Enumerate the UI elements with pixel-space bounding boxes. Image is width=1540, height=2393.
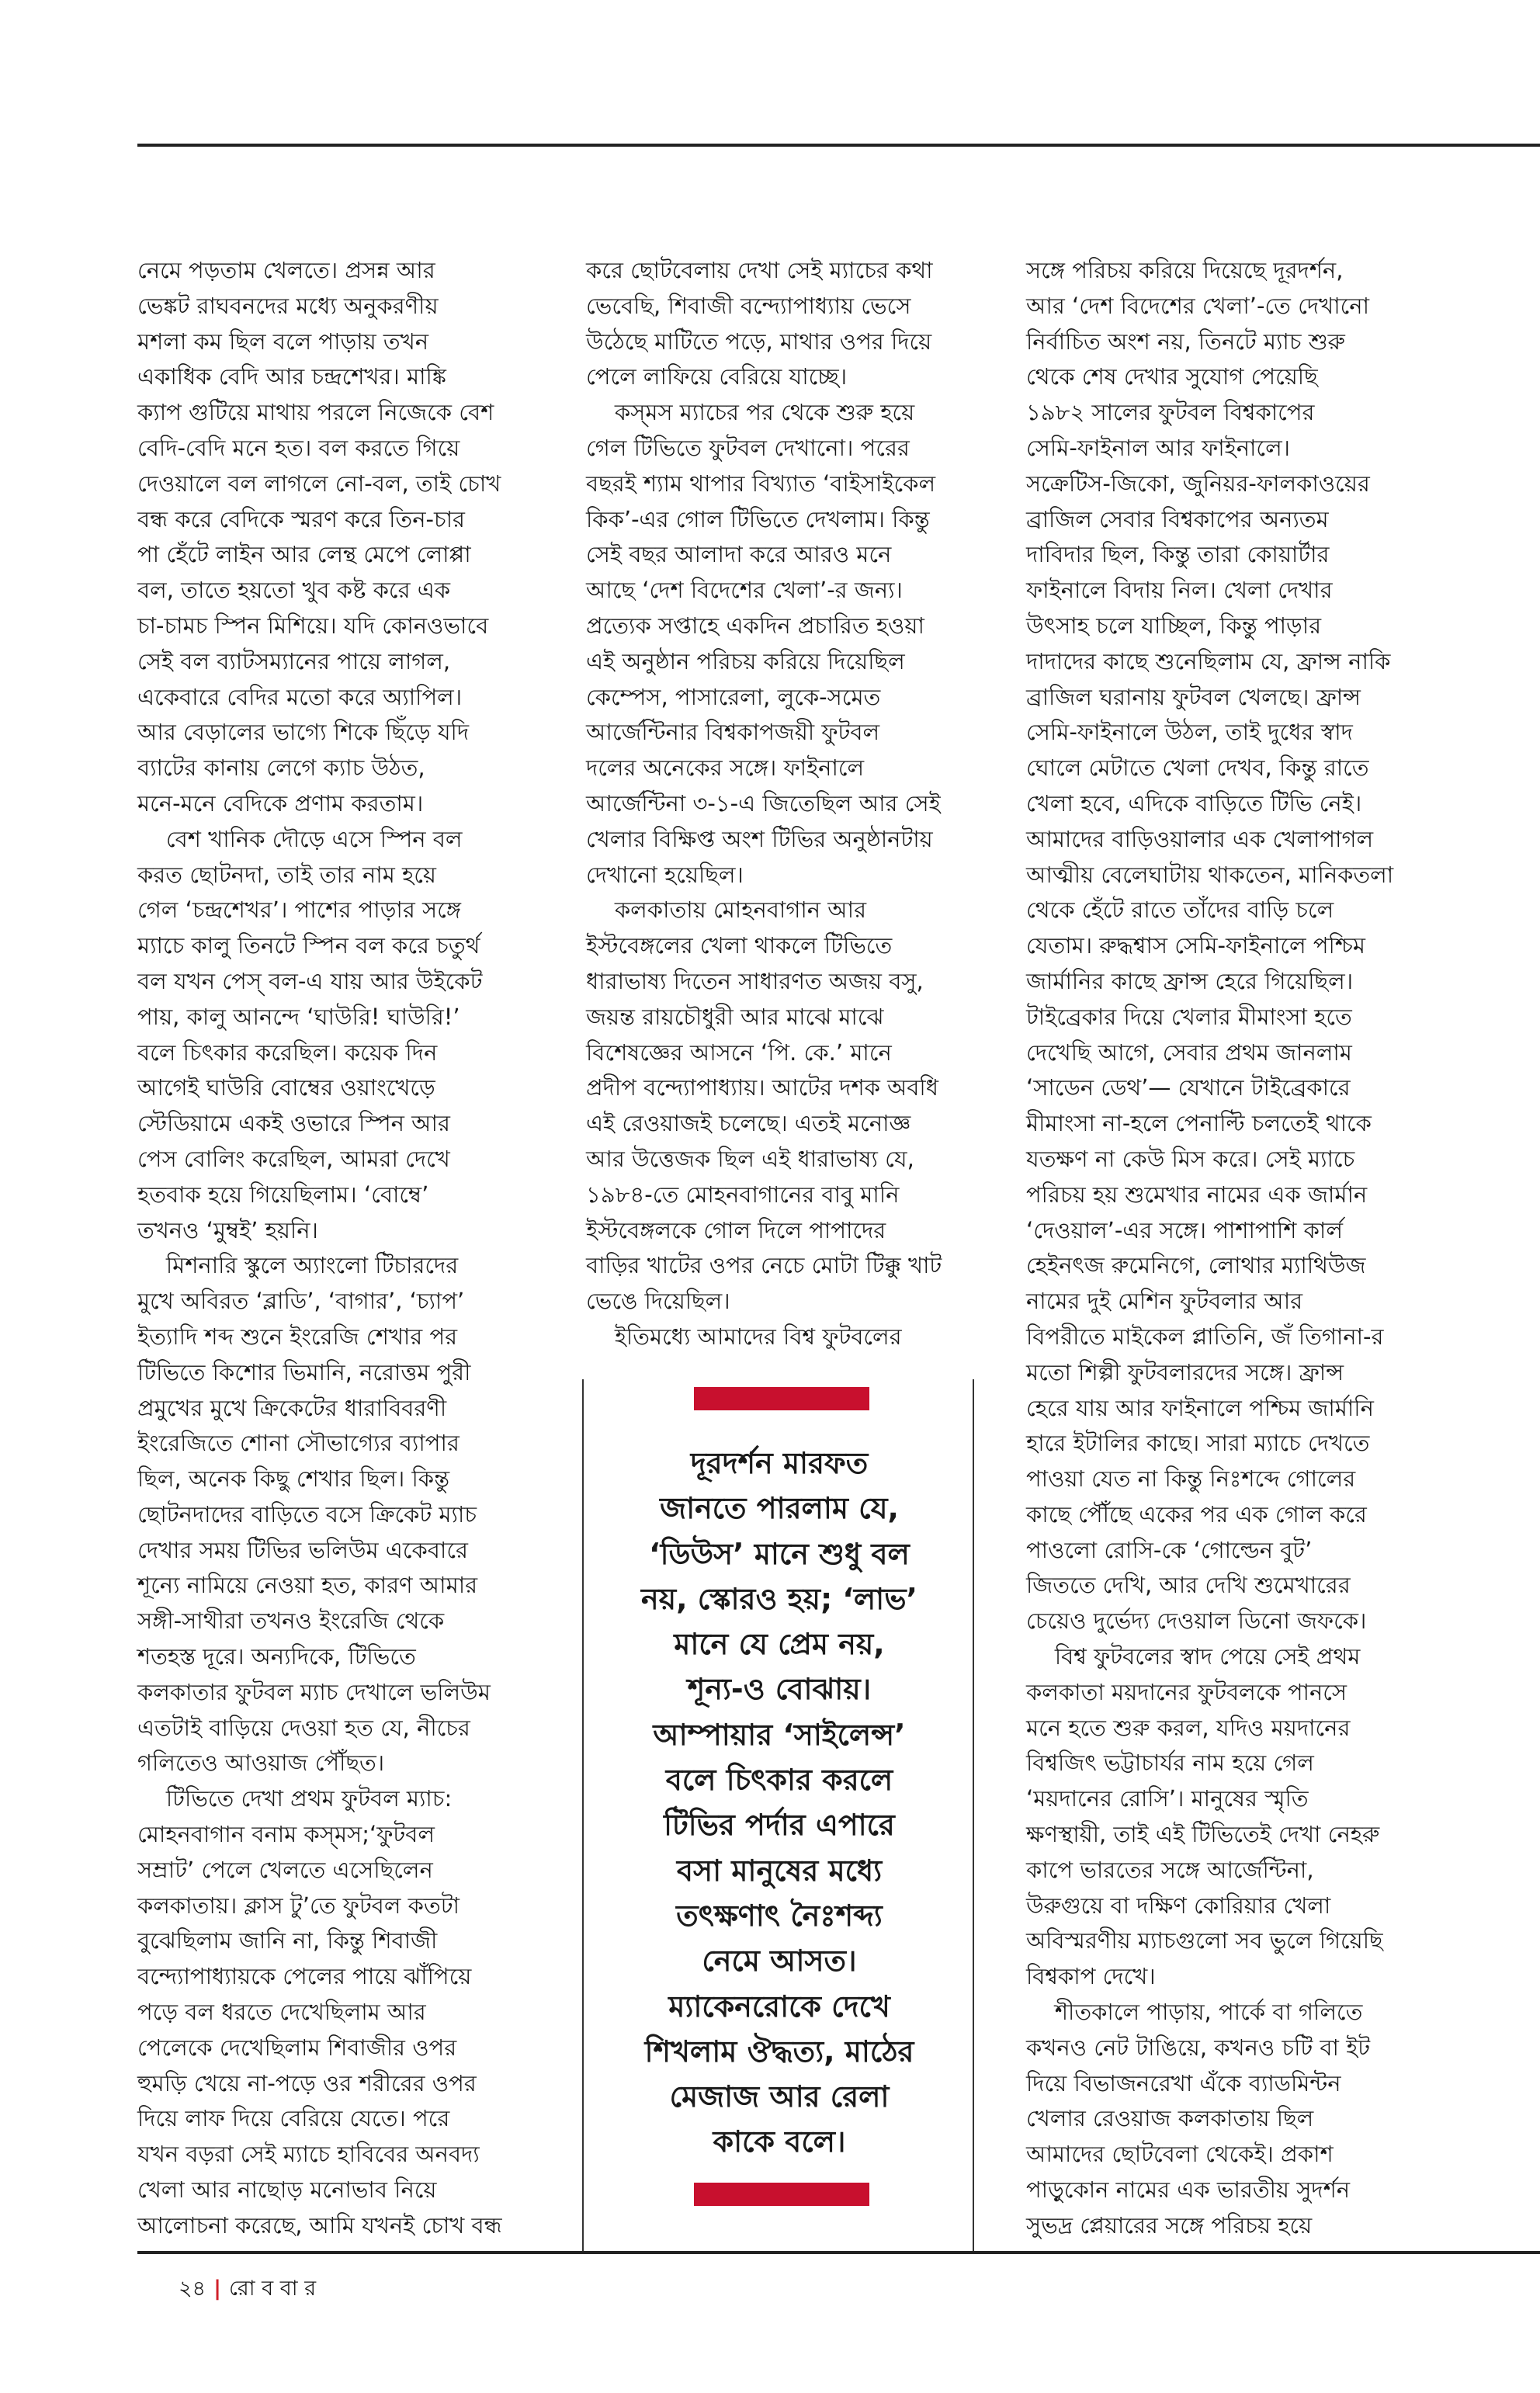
article-column-1 — [137, 253, 535, 2244]
text-line: ‘সাডেন ডেথ’— যেখানে টাইব্রেকারে — [1026, 1074, 1351, 1101]
text-line: নির্বাচিত অংশ নয়, তিনটে ম্যাচ শুরু — [1026, 328, 1345, 355]
pull-quote-line: কাকে বলে। — [713, 2124, 846, 2159]
text-line: উঠেছে মাটিতে পড়ে, মাথার ওপর দিয়ে — [586, 328, 932, 355]
text-line: পরিচয় হয় শুমেখার নামের এক জার্মান — [1026, 1181, 1368, 1208]
text-line: বাড়ির খাটের ওপর নেচে মোটা টিক্কু খাট — [586, 1252, 942, 1279]
pull-quote-line: শূন্য-ও বোঝায়। — [687, 1672, 872, 1707]
text-line: দেখার সময় টিভির ভলিউম একেবারে — [137, 1536, 468, 1563]
text-line: পাওলো রোসি-কে ‘গোল্ডেন বুট’ — [1026, 1536, 1313, 1563]
text-line: টিভিতে কিশোর ভিমানি, নরোত্তম পুরী — [137, 1358, 471, 1386]
top-rule — [137, 144, 1540, 147]
text-line: বলে চিৎকার করেছিল। কয়েক দিন — [137, 1039, 438, 1066]
article-column-2 — [586, 253, 970, 1355]
text-line: ছিল, অনেক কিছু শেখার ছিল। কিন্তু — [137, 1465, 450, 1493]
text-line: ইস্টবেঙ্গলকে গোল দিলে পাপাদের — [586, 1216, 886, 1243]
pull-quote-line: বলে চিৎকার করলে — [665, 1763, 893, 1798]
text-line: মীমাংসা না-হলে পেনাল্টি চলতেই থাকে — [1026, 1110, 1372, 1137]
text-line: সুভদ্র প্লেয়ারের সঙ্গে পরিচয় হয়ে — [1026, 2211, 1313, 2239]
text-line: গলিতেও আওয়াজ পৌঁছত। — [137, 1750, 385, 1777]
pull-quote-line: জানতে পারলাম যে, — [660, 1491, 899, 1526]
text-line: যেতাম। রুদ্ধশ্বাস সেমি-ফাইনালে পশ্চিম — [1026, 932, 1365, 959]
text-line: পাড়ুকোন নামের এক ভারতীয় সুদর্শন — [1026, 2176, 1351, 2204]
text-line: কিক’-এর গোল টিভিতে দেখলাম। কিন্তু — [586, 505, 930, 532]
text-line: আত্মীয় বেলেঘাটায় থাকতেন, মানিকতলা — [1026, 861, 1394, 888]
text-line: চেয়েও দুর্ভেদ্য দেওয়াল ডিনো জফকে। — [1026, 1607, 1367, 1635]
text-line: ‘ময়দানের রোসি’। মানুষের স্মৃতি — [1026, 1785, 1309, 1812]
text-line: আর বেড়ালের ভাগ্যে শিকে ছিঁড়ে যদি — [137, 719, 470, 746]
magazine-name: রো ব বা র — [228, 2277, 317, 2301]
text-line: সক্রেটিস-জিকো, জুনিয়র-ফালকাওয়ের — [1026, 470, 1370, 497]
text-line: প্রমুখের মুখে ক্রিকেটের ধারাবিবরণী — [137, 1394, 447, 1421]
text-line: বছরই শ্যাম থাপার বিখ্যাত ‘বাইসাইকেল — [586, 470, 936, 497]
text-line: আছে ‘দেশ বিদেশের খেলা’-র জন্য। — [586, 577, 903, 604]
text-line: চা-চামচ স্পিন মিশিয়ে। যদি কোনওভাবে — [137, 612, 489, 639]
text-line: খেলা আর নাছোড় মনোভাব নিয়ে — [137, 2176, 437, 2204]
text-line: সম্রাট’ পেলে খেলতে এসেছিলেন — [137, 1856, 433, 1883]
text-line: কলকাতার ফুটবল ম্যাচ দেখালে ভলিউম — [137, 1678, 491, 1705]
text-line: ইস্টবেঙ্গলের খেলা থাকলে টিভিতে — [586, 932, 893, 959]
text-line: ১৯৮৪-তে মোহনবাগানের বাবু মানি — [586, 1181, 900, 1208]
text-line: আর উত্তেজক ছিল এই ধারাভাষ্য যে, — [586, 1145, 914, 1172]
text-line: বন্দ্যোপাধ্যায়কে পেলের পায়ে ঝাঁপিয়ে — [137, 1963, 472, 1990]
text-line: কলকাতায় মোহনবাগান আর — [586, 897, 867, 924]
text-line: বন্ধ করে বেদিকে স্মরণ করে তিন-চার — [137, 505, 465, 532]
pull-quote-bottom-bar — [694, 2183, 869, 2206]
pull-quote-line: বসা মানুষের মধ্যে — [676, 1853, 883, 1888]
pull-quote-line: তৎক্ষণাৎ নৈঃশব্দ্য — [676, 1898, 883, 1933]
text-line: ব্রাজিল সেবার বিশ্বকাপের অন্যতম — [1026, 505, 1329, 532]
text-line: বিপরীতে মাইকেল প্লাতিনি, জঁ তিগানা-র — [1026, 1323, 1384, 1350]
text-line: পায়, কালু আনন্দে ‘ঘাউরি! ঘাউরি!’ — [137, 1003, 460, 1030]
pull-quote-line: নয়, স্কোরও হয়; ‘লাভ’ — [641, 1581, 917, 1616]
text-line: গেল টিভিতে ফুটবল দেখানো। পরের — [586, 434, 910, 461]
text-line: ঘোলে মেটাতে খেলা দেখব, কিন্তু রাতে — [1026, 754, 1369, 782]
text-line: ছোটনদাদের বাড়িতে বসে ক্রিকেট ম্যাচ — [137, 1500, 477, 1528]
text-line: বেদি-বেদি মনে হত। বল করতে গিয়ে — [137, 434, 460, 461]
text-line: থেকে হেঁটে রাতে তাঁদের বাড়ি চলে — [1026, 897, 1334, 924]
text-line: তখনও ‘মুম্বই’ হয়নি। — [137, 1216, 318, 1243]
text-line: সেই বল ব্যাটসম্যানের পায়ে লাগল, — [137, 647, 451, 675]
text-line: আর্জেন্টিনা ৩-১-এ জিতেছিল আর সেই — [586, 789, 941, 817]
text-line: সঙ্গে পরিচয় করিয়ে দিয়েছে দূরদর্শন, — [1026, 257, 1344, 283]
text-line: পেলেকে দেখেছিলাম শিবাজীর ওপর — [137, 2034, 457, 2061]
pull-quote-line: মেজাজ আর রেলা — [669, 2079, 890, 2114]
text-line: মিশনারি স্কুলে অ্যাংলো টিচারদের — [137, 1252, 459, 1279]
text-line: জয়ন্ত রায়চৌধুরী আর মাঝে মাঝে — [586, 1003, 884, 1030]
text-line: ইতিমধ্যে আমাদের বিশ্ব ফুটবলের — [586, 1323, 902, 1350]
text-line: আগেই ঘাউরি বোম্বের ওয়াংখেড়ে — [137, 1074, 435, 1101]
text-line: মোহনবাগান বনাম কস্‌মস;‘ফুটবল — [137, 1821, 435, 1848]
text-line: ১৯৮২ সালের ফুটবল বিশ্বকাপের — [1026, 399, 1315, 426]
pull-quote — [586, 1441, 973, 2165]
text-line: এই রেওয়াজই চলেছে। এতই মনোজ্ঞ — [586, 1110, 911, 1137]
text-line: উৎসাহ চলে যাচ্ছিল, কিন্তু পাড়ার — [1026, 612, 1322, 639]
text-line: ব্রাজিল ঘরানায় ফুটবল খেলছে। ফ্রান্স — [1026, 683, 1361, 710]
text-line: নামের দুই মেশিন ফুটবলার আর — [1026, 1288, 1303, 1315]
pull-quote-line: ম্যাকেনরোকে দেখে — [668, 1989, 890, 2024]
text-line: পেস বোলিং করেছিল, আমরা দেখে — [137, 1145, 450, 1172]
text-line: কেম্পেস, পাসারেলা, লুকে-সমেত — [586, 683, 881, 710]
text-line: ইংরেজিতে শোনা সৌভাগ্যের ব্যাপার — [137, 1430, 460, 1457]
text-line: আর্জেন্টিনার বিশ্বকাপজয়ী ফুটবল — [586, 719, 880, 746]
text-line: আর ‘দেশ বিদেশের খেলা’-তে দেখানো — [1026, 292, 1369, 319]
text-line: থেকে শেষ দেখার সুযোগ পেয়েছি — [1026, 363, 1318, 390]
pull-quote-left-divider — [582, 1379, 584, 2253]
text-line: দিয়ে লাফ দিয়ে বেরিয়ে যেতে। পরে — [137, 2105, 450, 2132]
text-line: ধারাভাষ্য দিতেন সাধারণত অজয় বসু, — [586, 967, 924, 994]
text-line: পেলে লাফিয়ে বেরিয়ে যাচ্ছে। — [586, 363, 848, 390]
text-line: দলের অনেকের সঙ্গে। ফাইনালে — [586, 754, 865, 782]
text-line: খেলার রেওয়াজ কলকাতায় ছিল — [1026, 2105, 1314, 2132]
text-line: খেলা হবে, এদিকে বাড়িতে টিভি নেই। — [1026, 789, 1362, 817]
text-line: জিততে দেখি, আর দেখি শুমেখারের — [1026, 1572, 1351, 1599]
text-line: প্রদীপ বন্দ্যোপাধ্যায়। আটের দশক অবধি — [586, 1074, 938, 1101]
text-line: যখন বড়রা সেই ম্যাচে হাবিবের অনবদ্য — [137, 2141, 480, 2168]
text-line: দাবিদার ছিল, কিন্তু তারা কোয়ার্টার — [1026, 541, 1330, 568]
text-line: শূন্যে নামিয়ে নেওয়া হত, কারণ আমার — [137, 1572, 478, 1599]
pull-quote-line: নেমে আসত। — [702, 1944, 857, 1979]
text-line: ফাইনালে বিদায় নিল। খেলা দেখার — [1026, 577, 1333, 604]
text-line: বিশ্বজিৎ ভট্টাচার্যর নাম হয়ে গেল — [1026, 1750, 1314, 1777]
pull-quote-line: দূরদর্শন মারফত — [690, 1446, 869, 1480]
text-line: শীতকালে পাড়ায়, পার্কে বা গলিতে — [1026, 1999, 1363, 2026]
text-line: বল, তাতে হয়তো খুব কষ্ট করে এক — [137, 577, 451, 604]
pull-quote-line: আম্পায়ার ‘সাইলেন্স’ — [653, 1717, 906, 1752]
text-line: করত ছোটনদা, তাই তার নাম হয়ে — [137, 861, 436, 888]
text-line: মতো শিল্পী ফুটবলারদের সঙ্গে। ফ্রান্স — [1026, 1358, 1344, 1386]
text-line: দেখানো হয়েছিল। — [586, 861, 744, 888]
pull-quote-line: ‘ডিউস’ মানে শুধু বল — [649, 1536, 910, 1571]
text-line: বিশ্বকাপ দেখে। — [1026, 1963, 1156, 1990]
text-line: বল যখন পেস্ বল-এ যায় আর উইকেট — [137, 967, 483, 994]
text-line: দাদাদের কাছে শুনেছিলাম যে, ফ্রান্স নাকি — [1026, 647, 1391, 675]
text-line: বেশ খানিক দৌড়ে এসে স্পিন বল — [137, 825, 463, 852]
text-line: মুখে অবিরত ‘ব্লাডি’, ‘বাগার’, ‘চ্যাপ’ — [137, 1288, 465, 1315]
text-line: মনে হতে শুরু করল, যদিও ময়দানের — [1026, 1714, 1351, 1741]
text-line: টাইব্রেকার দিয়ে খেলার মীমাংসা হতে — [1026, 1003, 1352, 1030]
text-line: একেবারে বেদির মতো করে অ্যাপিল। — [137, 683, 463, 710]
text-line: ইত্যাদি শব্দ শুনে ইংরেজি শেখার পর — [137, 1323, 458, 1350]
bottom-rule — [137, 2251, 1540, 2254]
text-line: ক্যাপ গুটিয়ে মাথায় পরলে নিজেকে বেশ — [137, 399, 494, 426]
text-line: আলোচনা করেছে, আমি যখনই চোখ বন্ধ — [137, 2211, 502, 2239]
text-line: প্রত্যেক সপ্তাহে একদিন প্রচারিত হওয়া — [586, 612, 924, 639]
text-line: অবিস্মরণীয় ম্যাচগুলো সব ভুলে গিয়েছি — [1026, 1927, 1383, 1954]
text-line: দেখেছি আগে, সেবার প্রথম জানলাম — [1026, 1039, 1352, 1066]
text-line: হারে ইটালির কাছে। সারা ম্যাচে দেখতে — [1026, 1430, 1370, 1457]
page-footer — [179, 2273, 316, 2308]
text-line: উরুগুয়ে বা দক্ষিণ কোরিয়ার খেলা — [1026, 1892, 1331, 1919]
text-line: এতটাই বাড়িয়ে দেওয়া হত যে, নীচের — [137, 1714, 470, 1741]
text-line: কলকাতায়। ক্লাস টু’তে ফুটবল কতটা — [137, 1892, 460, 1919]
pull-quote-top-bar — [694, 1387, 869, 1410]
text-line: নেমে পড়তাম খেলতে। প্রসন্ন আর — [137, 257, 435, 283]
pull-quote-line: শিখলাম ঔদ্ধত্য, মাঠের — [644, 2034, 914, 2069]
article-column-3 — [1026, 253, 1430, 2244]
text-line: হেরে যায় আর ফাইনালে পশ্চিম জার্মানি — [1026, 1394, 1374, 1421]
text-line: সেমি-ফাইনাল আর ফাইনালে। — [1026, 434, 1291, 461]
text-line: হুমড়ি খেয়ে না-পড়ে ওর শরীরের ওপর — [137, 2069, 477, 2096]
text-line: সেই বছর আলাদা করে আরও মনে — [586, 541, 892, 568]
text-line: কাপে ভারতের সঙ্গে আর্জেন্টিনা, — [1026, 1856, 1314, 1883]
text-line: পা হেঁটে লাইন আর লেন্থ মেপে লোপ্পা — [137, 541, 471, 568]
text-line: কস্‌মস ম্যাচের পর থেকে শুরু হয়ে — [586, 399, 915, 426]
text-line: ম্যাচে কালু তিনটে স্পিন বল করে চতুর্থ — [137, 932, 480, 959]
text-line: হতবাক হয়ে গিয়েছিলাম। ‘বোম্বে’ — [137, 1181, 429, 1208]
text-line: আমাদের ছোটবেলা থেকেই। প্রকাশ — [1026, 2141, 1334, 2168]
text-line: দেওয়ালে বল লাগলে নো-বল, তাই চোখ — [137, 470, 501, 497]
pull-quote-right-divider — [973, 1379, 974, 2253]
text-line: করে ছোটবেলায় দেখা সেই ম্যাচের কথা — [586, 257, 933, 283]
text-line: ব্যাটের কানায় লেগে ক্যাচ উঠত, — [137, 754, 425, 782]
text-line: মনে-মনে বেদিকে প্রণাম করতাম। — [137, 789, 424, 817]
text-line: ‘দেওয়াল’-এর সঙ্গে। পাশাপাশি কার্ল — [1026, 1216, 1343, 1243]
text-line: ভেবেছি, শিবাজী বন্দ্যোপাধ্যায় ভেসে — [586, 292, 911, 319]
text-line: স্টেডিয়ামে একই ওভারে স্পিন আর — [137, 1110, 450, 1137]
text-line: ভেঙে দিয়েছিল। — [586, 1288, 730, 1315]
text-line: কখনও নেট টাঙিয়ে, কখনও চটি বা ইট — [1026, 2034, 1371, 2061]
text-line: ভেঙ্কট রাঘবনদের মধ্যে অনুকরণীয় — [137, 292, 439, 319]
text-line: সেমি-ফাইনালে উঠল, তাই দুধের স্বাদ — [1026, 719, 1353, 746]
text-line: খেলার বিক্ষিপ্ত অংশ টিভির অনুষ্ঠানটায় — [586, 825, 933, 852]
footer-separator: | — [213, 2277, 221, 2301]
text-line: টিভিতে দেখা প্রথম ফুটবল ম্যাচ: — [137, 1785, 453, 1812]
text-line: হেইনৎজ রুমেনিগে, লোথার ম্যাথিউজ — [1026, 1252, 1366, 1279]
text-line: কলকাতা ময়দানের ফুটবলকে পানসে — [1026, 1678, 1348, 1705]
text-line: ক্ষণস্থায়ী, তাই এই টিভিতেই দেখা নেহরু — [1026, 1821, 1380, 1848]
page-number: ২৪ — [179, 2277, 206, 2301]
text-line: এই অনুষ্ঠান পরিচয় করিয়ে দিয়েছিল — [586, 647, 905, 675]
text-line: বিশ্ব ফুটবলের স্বাদ পেয়ে সেই প্রথম — [1026, 1643, 1361, 1670]
text-line: পাওয়া যেত না কিন্তু নিঃশব্দে গোলের — [1026, 1465, 1356, 1493]
text-line: দিয়ে বিভাজনরেখা এঁকে ব্যাডমিন্টন — [1026, 2069, 1341, 2096]
pull-quote-line: টিভির পর্দার এপারে — [664, 1808, 895, 1843]
text-line: কাছে পৌঁছে একের পর এক গোল করে — [1026, 1500, 1367, 1528]
text-line: সঙ্গী-সাথীরা তখনও ইংরেজি থেকে — [137, 1607, 445, 1635]
pull-quote-line: মানে যে প্রেম নয়, — [674, 1627, 885, 1662]
text-line: মশলা কম ছিল বলে পাড়ায় তখন — [137, 328, 429, 355]
text-line: শতহস্ত দূরে। অন্যদিকে, টিভিতে — [137, 1643, 416, 1670]
text-line: যতক্ষণ না কেউ মিস করে। সেই ম্যাচে — [1026, 1145, 1355, 1172]
text-line: গেল ‘চন্দ্রশেখর’। পাশের পাড়ার সঙ্গে — [137, 897, 462, 924]
text-line: জার্মানির কাছে ফ্রান্স হেরে গিয়েছিল। — [1026, 967, 1354, 994]
text-line: আমাদের বাড়িওয়ালার এক খেলাপাগল — [1026, 825, 1374, 852]
text-line: বিশেষজ্ঞের আসনে ‘পি. কে.’ মানে — [586, 1039, 892, 1066]
text-line: বুঝেছিলাম জানি না, কিন্তু শিবাজী — [137, 1927, 438, 1954]
text-line: একাধিক বেদি আর চন্দ্রশেখর। মাঙ্কি — [137, 363, 446, 390]
text-line: পড়ে বল ধরতে দেখেছিলাম আর — [137, 1999, 426, 2026]
